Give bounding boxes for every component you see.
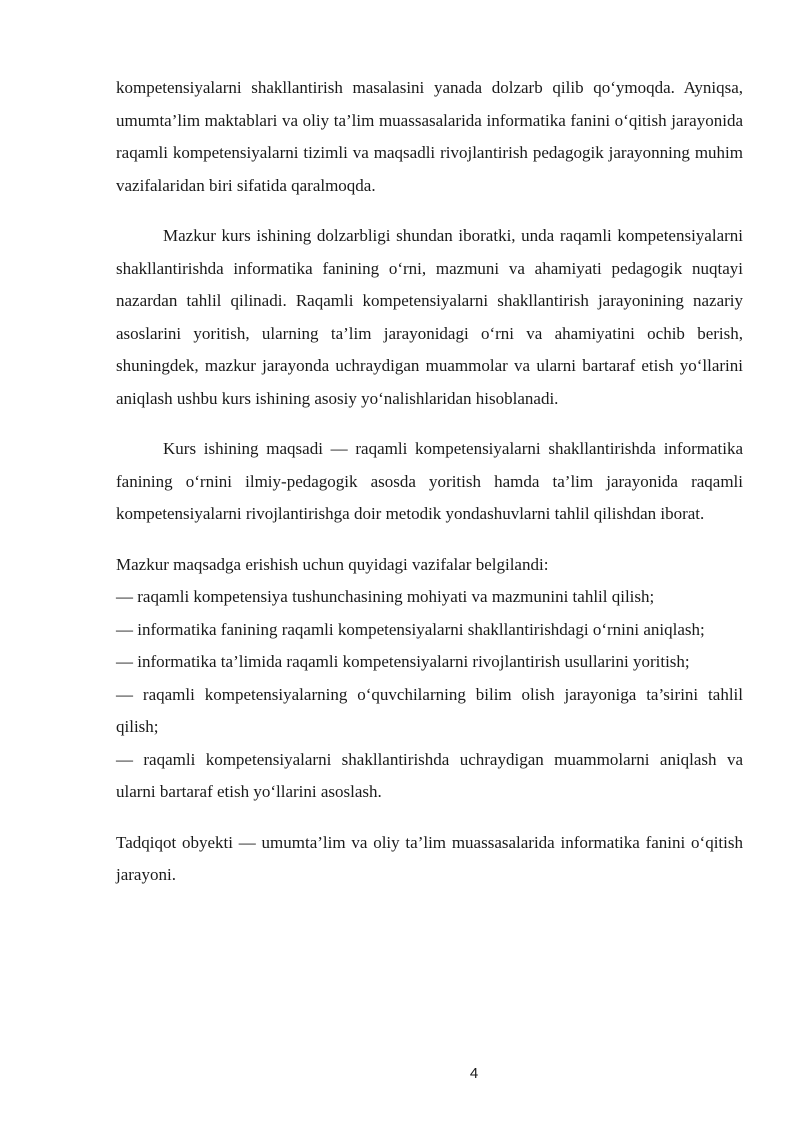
paragraph-research-object: Tadqiqot obyekti — umumta’lim va oliy ta’lim muassasalarida informatika fanini o‘qitish jarayoni. [116,832,743,884]
document-body [116,72,743,892]
task-item: — raqamli kompetensiyalarni shakllantirishda uchraydigan muammolarni aniqlash va ularni bartaraf etish yo‘llarini asoslash. [116,749,743,801]
task-item: — informatika ta’limida raqamli kompetensiyalarni rivojlantirish usullarini yoritish; [116,652,690,671]
paragraph-continuation: kompetensiyalarni shakllantirish masalasini yanada dolzarb qilib qo‘ymoqda. Ayniqsa, umumta’lim maktablari va oliy ta’lim muassasalarida informatika fanini o‘qitish jarayonida raqamli kompetensiyalarni tizimli va maqsadli rivojlantirish pedagogik jarayonning muhim vazifalaridan biri sifatida qaralmoqda. [116,78,743,195]
paragraph-goal: Kurs ishining maqsadi — raqamli kompetensiyalarni shakllantirishda informatika fanining o‘rnini ilmiy-pedagogik asosda yoritish hamda ta’lim jarayonida raqamli kompetensiyalarni rivojlantirishga doir metodik yondashuvlarni tahlil qilishdan iborat. [116,439,743,523]
task-item: — informatika fanining raqamli kompetensiyalarni shakllantirishdagi o‘rnini aniqlash; [116,619,705,639]
page-number: 4 [469,1065,479,1082]
tasks-intro: Mazkur maqsadga erishish uchun quyidagi vazifalar belgilandi: [116,554,549,574]
task-item: — raqamli kompetensiyalarning o‘quvchilarning bilim olish jarayoniga ta’sirini tahlil qilish; [116,684,743,736]
paragraph-relevance: Mazkur kurs ishining dolzarbligi shundan iboratki, unda raqamli kompetensiyalarni shakllantirishda informatika fanining o‘rni, mazmuni va ahamiyati pedagogik nuqtayi nazardan tahlil qilinadi. Raqamli kompetensiyalarni shakllantirish jarayonining nazariy asoslarini yoritish, ularning ta’lim jarayonidagi o‘rni va ahamiyatini ochib berish, shuningdek, mazkur jarayonda uchraydigan muammolar va ularni bartaraf etish yo‘llarini aniqlash ushbu kurs ishining asosiy yo‘nalishlaridan hisoblanadi. [116,226,743,408]
task-item: — raqamli kompetensiya tushunchasining mohiyati va mazmunini tahlil qilish; [116,587,655,606]
